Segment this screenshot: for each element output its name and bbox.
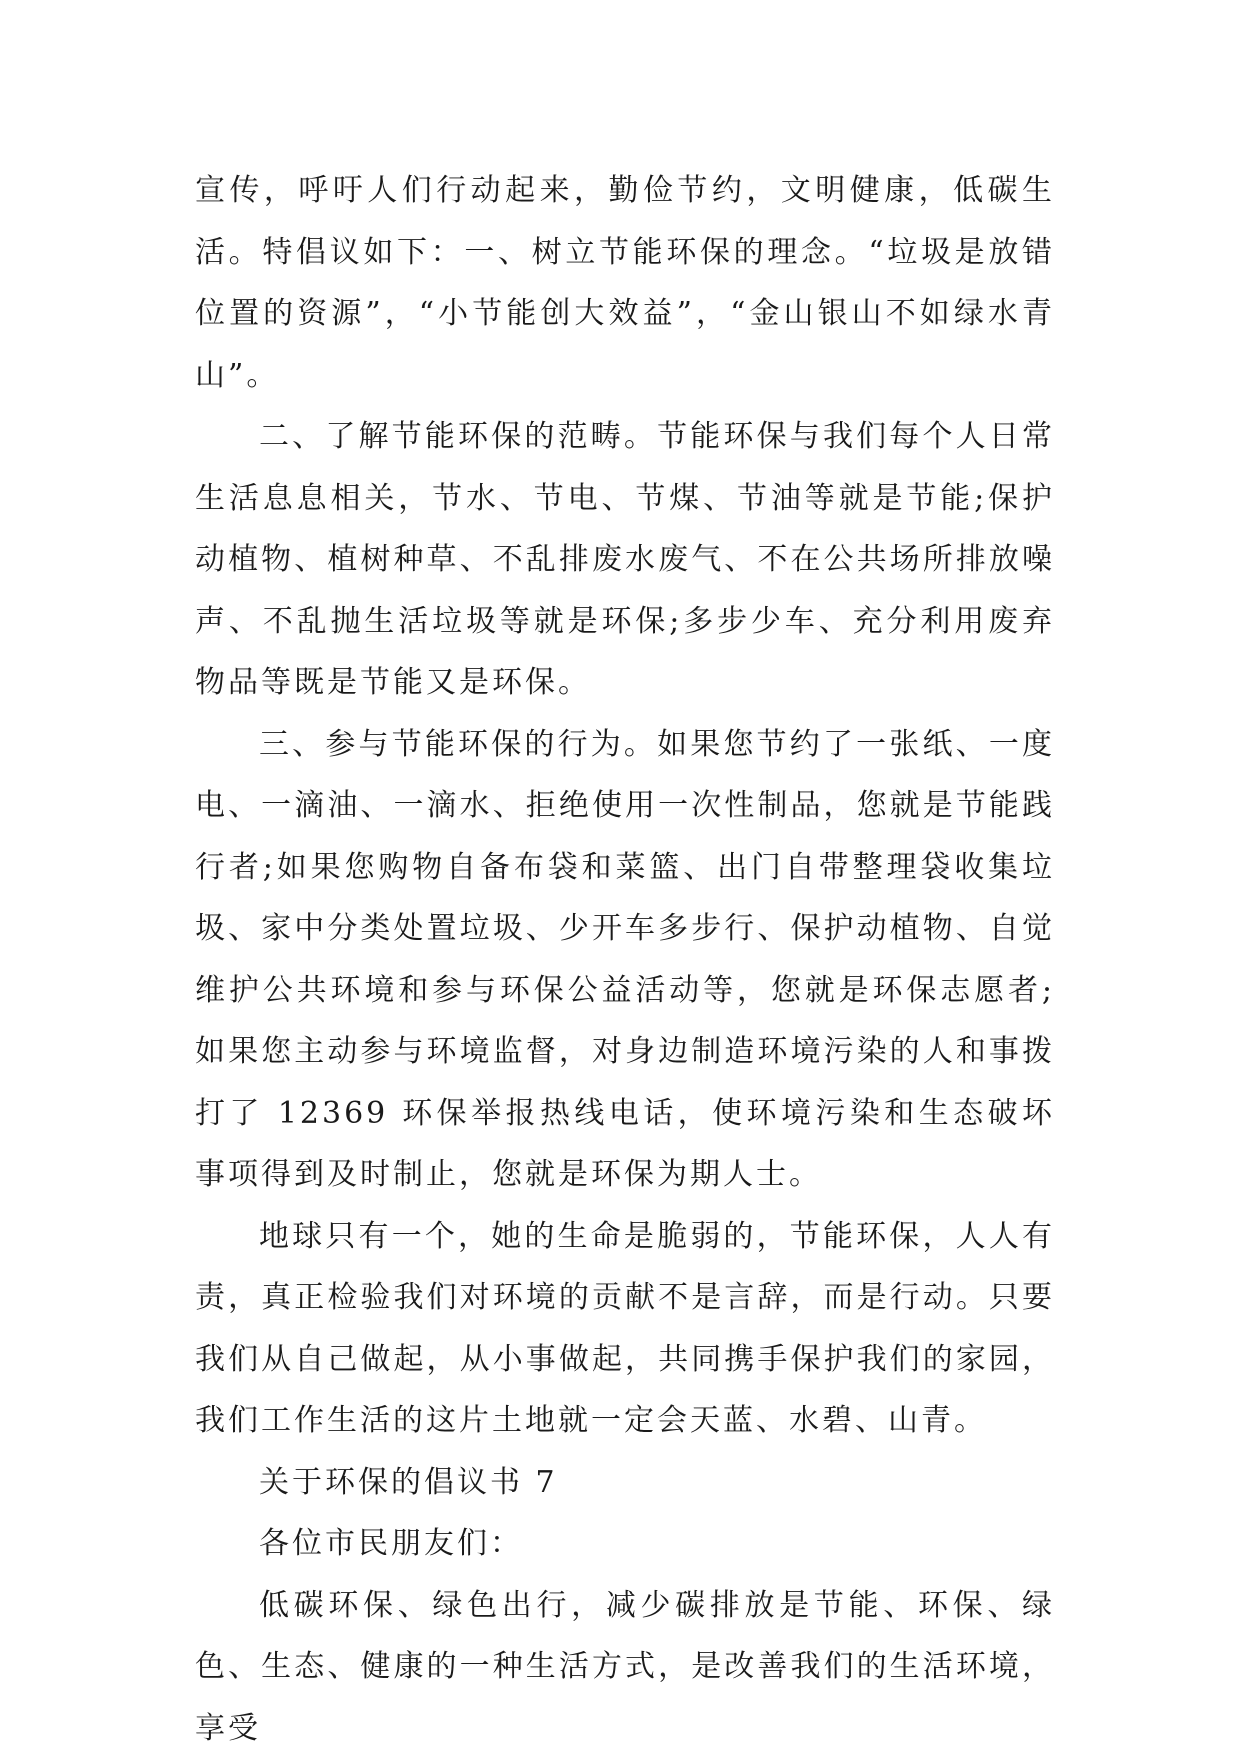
paragraph-earth: 地球只有一个，她的生命是脆弱的，节能环保，人人有责，真正检验我们对环境的贡献不是言辞，而是行动。只要我们从自己做起，从小事做起，共同携手保护我们的家园，我们工作生活的这片土地就一定会天蓝、水碧、山青。 (195, 1206, 1055, 1452)
paragraph-scope: 二、了解节能环保的范畴。节能环保与我们每个人日常生活息息相关，节水、节电、节煤、节油等就是节能;保护动植物、植树种草、不乱排废水废气、不在公共场所排放噪声、不乱抛生活垃圾等就是环保;多步少车、充分利用废弃物品等既是节能又是环保。 (195, 406, 1055, 714)
document-body (195, 160, 1055, 1759)
paragraph-continuation: 宣传，呼吁人们行动起来，勤俭节约，文明健康，低碳生活。特倡议如下：一、树立节能环保的理念。“垃圾是放错位置的资源”，“小节能创大效益”，“金山银山不如绿水青山”。 (195, 160, 1055, 406)
paragraph-low-carbon: 低碳环保、绿色出行，减少碳排放是节能、环保、绿色、生态、健康的一种生活方式，是改善我们的生活环境，享受 (195, 1575, 1055, 1759)
salutation: 各位市民朋友们： (195, 1513, 1055, 1575)
section-heading: 关于环保的倡议书 7 (195, 1452, 1055, 1514)
paragraph-action: 三、参与节能环保的行为。如果您节约了一张纸、一度电、一滴油、一滴水、拒绝使用一次性制品，您就是节能践行者;如果您购物自备布袋和菜篮、出门自带整理袋收集垃圾、家中分类处置垃圾、少开车多步行、保护动植物、自觉维护公共环境和参与环保公益活动等，您就是环保志愿者;如果您主动参与环境监督，对身边制造环境污染的人和事拨打了 12369 环保举报热线电话，使环境污染和生态破坏事项得到及时制止，您就是环保为期人士。 (195, 714, 1055, 1206)
